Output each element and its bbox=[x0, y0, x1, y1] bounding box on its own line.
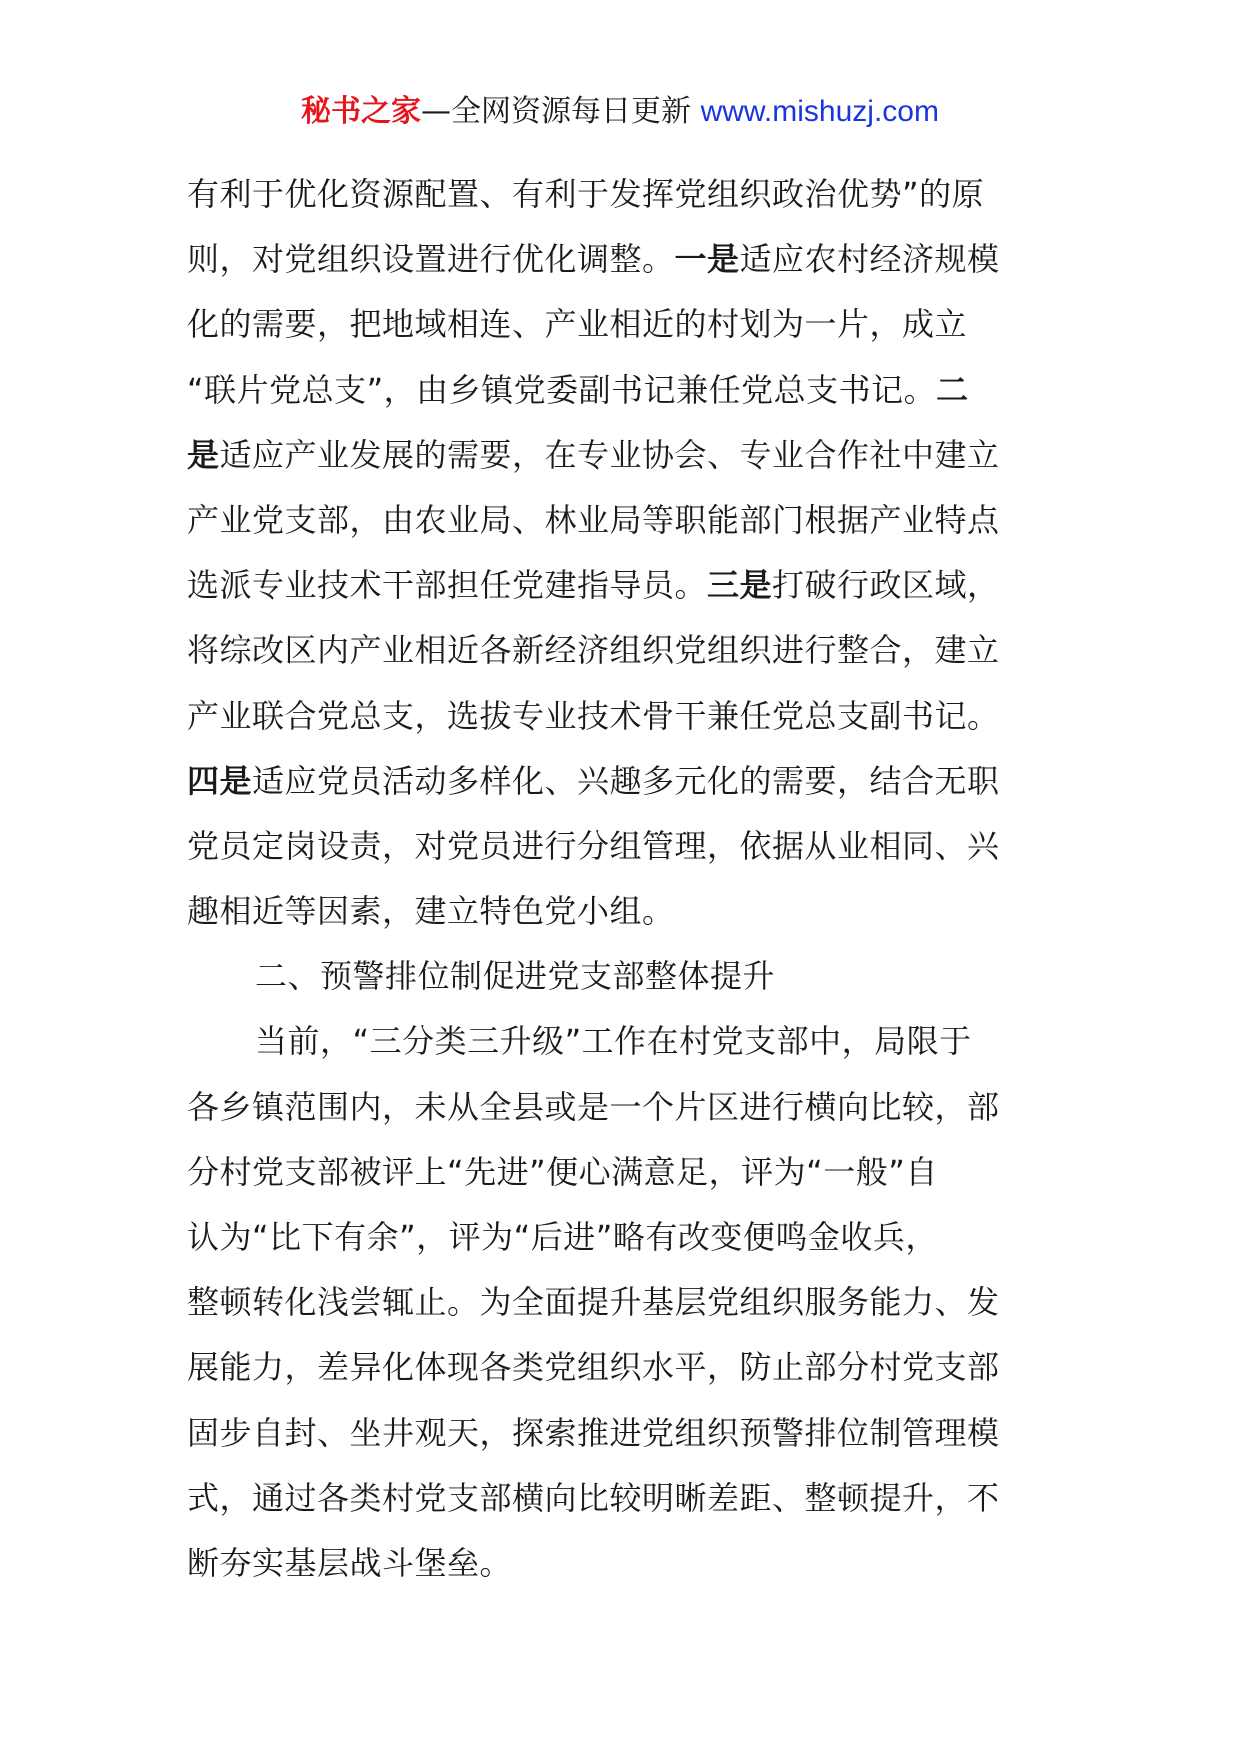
text-line: 产业党支部，由农业局、林业局等职能部门根据产业特点 bbox=[187, 500, 1000, 539]
text-line: 分村党支部被评上“先进”便心满意足，评为“一般”自 bbox=[187, 1152, 938, 1191]
text-line: 将综改区内产业相近各新经济组织党组织进行整合，建立 bbox=[187, 631, 1000, 670]
text-line: 化的需要，把地域相连、产业相近的村划为一片，成立 bbox=[187, 305, 968, 344]
text-line: 当前，“三分类三升级”工作在村党支部中，局限于 bbox=[255, 1022, 972, 1061]
emphasis-third: 三是 bbox=[707, 566, 773, 605]
text-line: “联片党总支”，由乡镇党委副书记兼任党总支书记。二 bbox=[187, 370, 969, 409]
text-line: 则，对党组织设置进行优化调整。一是适应农村经济规模 bbox=[187, 240, 1000, 279]
emphasis-fourth: 四是 bbox=[187, 761, 253, 800]
site-url-link[interactable]: www.mishuzj.com bbox=[700, 95, 939, 128]
text-line: 是适应产业发展的需要，在专业协会、专业合作社中建立 bbox=[187, 435, 1000, 474]
emphasis-second-cont: 是 bbox=[187, 435, 220, 474]
text-line: 选派专业技术干部担任党建指导员。三是打破行政区域， bbox=[187, 566, 1000, 605]
text-line: 展能力，差异化体现各类党组织水平，防止部分村党支部 bbox=[187, 1348, 1000, 1387]
text-line: 四是适应党员活动多样化、兴趣多元化的需要，结合无职 bbox=[187, 761, 1000, 800]
section-heading: 二、预警排位制促进党支部整体提升 bbox=[255, 957, 776, 996]
text-line: 整顿转化浅尝辄止。为全面提升基层党组织服务能力、发 bbox=[187, 1283, 1000, 1322]
text-line: 固步自封、坐井观天，探索推进党组织预警排位制管理模 bbox=[187, 1413, 1000, 1452]
paragraph-org-structure bbox=[187, 162, 1057, 944]
text-line: 趣相近等因素，建立特色党小组。 bbox=[187, 892, 675, 931]
brand-name: 秘书之家 bbox=[301, 94, 422, 129]
text-line: 党员定岗设责，对党员进行分组管理，依据从业相同、兴 bbox=[187, 826, 1000, 865]
text-line: 认为“比下有余”，评为“后进”略有改变便鸣金收兵， bbox=[187, 1218, 938, 1256]
site-header bbox=[0, 92, 1240, 132]
emphasis-first: 一是 bbox=[674, 240, 740, 279]
slogan: —全网资源每日更新 bbox=[421, 94, 701, 129]
document-body bbox=[187, 162, 1057, 1596]
emphasis-second: 二 bbox=[936, 370, 969, 409]
text-line: 式，通过各类村党支部横向比较明晰差距、整顿提升，不 bbox=[187, 1478, 1000, 1517]
text-line: 产业联合党总支，选拔专业技术骨干兼任党总支副书记。 bbox=[187, 696, 1000, 735]
text-line: 断夯实基层战斗堡垒。 bbox=[187, 1543, 513, 1582]
text-line: 各乡镇范围内，未从全县或是一个片区进行横向比较，部 bbox=[187, 1087, 1000, 1126]
text-line: 有利于优化资源配置、有利于发挥党组织政治优势”的原 bbox=[187, 175, 985, 213]
paragraph-early-warning bbox=[187, 1009, 1057, 1596]
